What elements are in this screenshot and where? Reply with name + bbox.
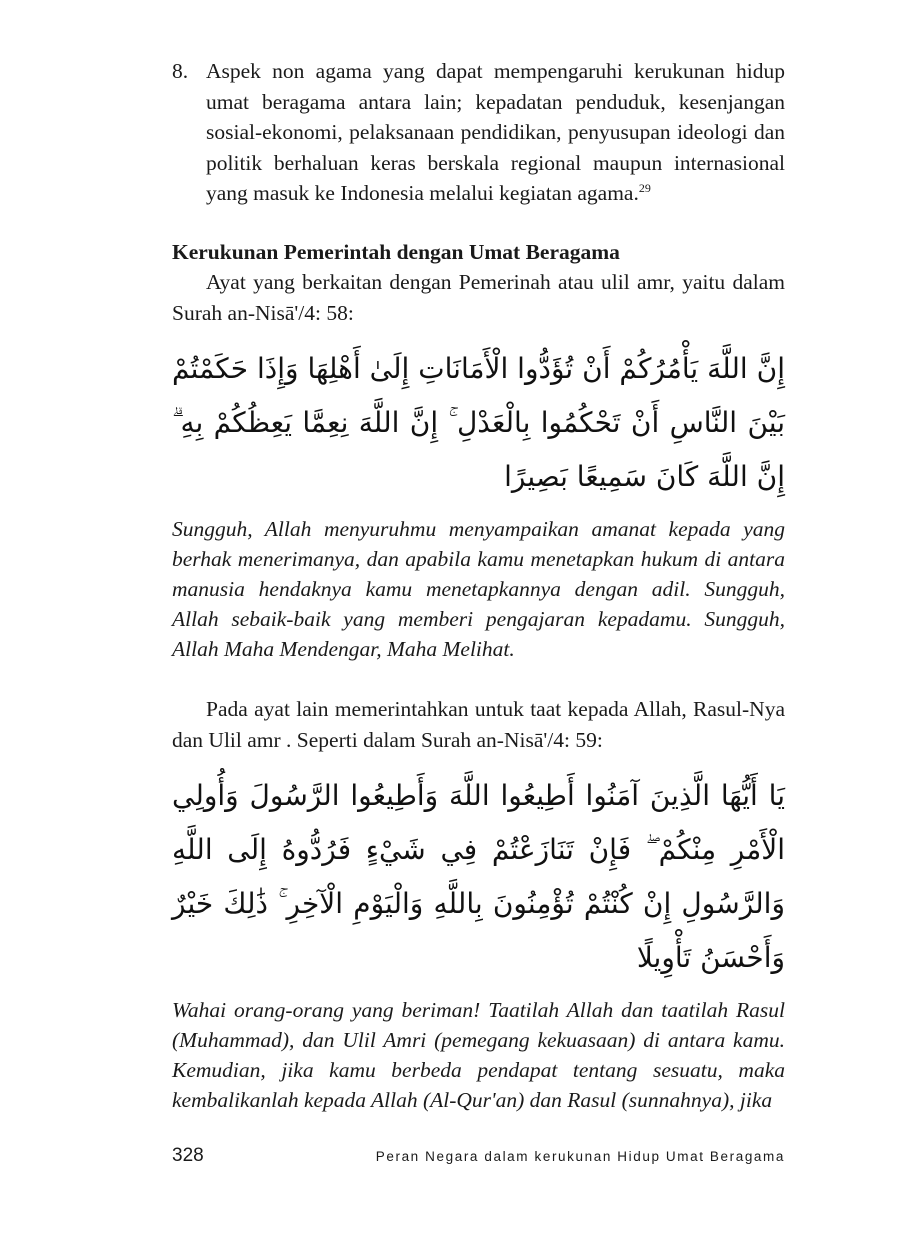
list-number: 8.: [172, 59, 189, 83]
section-heading: Kerukunan Pemerintah dengan Umat Beragama: [172, 239, 620, 264]
list-text: [206, 56, 785, 209]
translation-4-59: Wahai orang-orang yang beriman! Taatilah Allah dan taatilah Rasul (Muhammad), dan Ulil Amri (pemegang kekuasaan) di antara kamu. Kemudian, jika kamu berbeda pendapat tentang sesuatu, maka kembalikanlah kepada Allah (Al-Qur'an) dan Rasul (sunnahnya), jika: [172, 998, 785, 1112]
list-text-body: Aspek non agama yang dapat mempengaruhi kerukunan hidup umat beragama antara lain; kepadatan penduduk, kesenjangan sosial-ekonomi, pelaksanaan pendidikan, penyusupan ideologi dan politik berhaluan keras berskala regional maupun internasional yang masuk ke Indonesia melalui kegiatan agama.: [206, 59, 785, 205]
page-number: 328: [172, 1145, 204, 1166]
page-footer: [172, 1115, 785, 1167]
document-page: [172, 0, 785, 1237]
list-item-8: [172, 56, 785, 209]
arabic-verse-4-59: يَا أَيُّهَا الَّذِينَ آمَنُوا أَطِيعُوا اللَّهَ وَأَطِيعُوا الرَّسُولَ وَأُولِي الْأَمْرِ مِنْكُمْ ۖ فَإِنْ تَنَازَعْتُمْ فِي شَيْءٍ فَرُدُّوهُ إِلَى اللَّهِ وَالرَّسُولِ إِنْ كُنْتُمْ تُؤْمِنُونَ بِاللَّهِ وَالْيَوْمِ الْآخِرِ ۚ ذَٰلِكَ خَيْرٌ وَأَحْسَنُ تَأْوِيلًا: [172, 779, 785, 974]
arabic-verse-4-58: إِنَّ اللَّهَ يَأْمُرُكُمْ أَنْ تُؤَدُّوا الْأَمَانَاتِ إِلَىٰ أَهْلِهَا وَإِذَا حَكَمْتُمْ بَيْنَ النَّاسِ أَنْ تَحْكُمُوا بِالْعَدْلِ ۚ إِنَّ اللَّهَ نِعِمَّا يَعِظُكُمْ بِهِ ۗ إِنَّ اللَّهَ كَانَ سَمِيعًا بَصِيرًا: [172, 352, 785, 493]
running-footer-title: Peran Negara dalam kerukunan Hidup Umat Beragama: [375, 1149, 785, 1164]
paragraph-intro-59: Pada ayat lain memerintahkan untuk taat kepada Allah, Rasul-Nya dan Ulil amr . Seperti dalam Surah an-Nisā'/4: 59:: [172, 697, 785, 752]
footnote-ref: 29: [638, 180, 651, 195]
translation-4-58: Sungguh, Allah menyuruhmu menyampaikan amanat kepada yang berhak menerimanya, dan apabila kamu menetapkan hukum di antara manusia hendaknya kamu menetapkannya dengan adil. Sungguh, Allah sebaik-baik yang memberi pengajaran kepadamu. Sungguh, Allah Maha Mendengar, Maha Melihat.: [172, 517, 785, 661]
paragraph-intro-58: Ayat yang berkaitan dengan Pemerinah atau ulil amr, yaitu dalam Surah an-Nisā'/4: 58:: [172, 270, 785, 325]
